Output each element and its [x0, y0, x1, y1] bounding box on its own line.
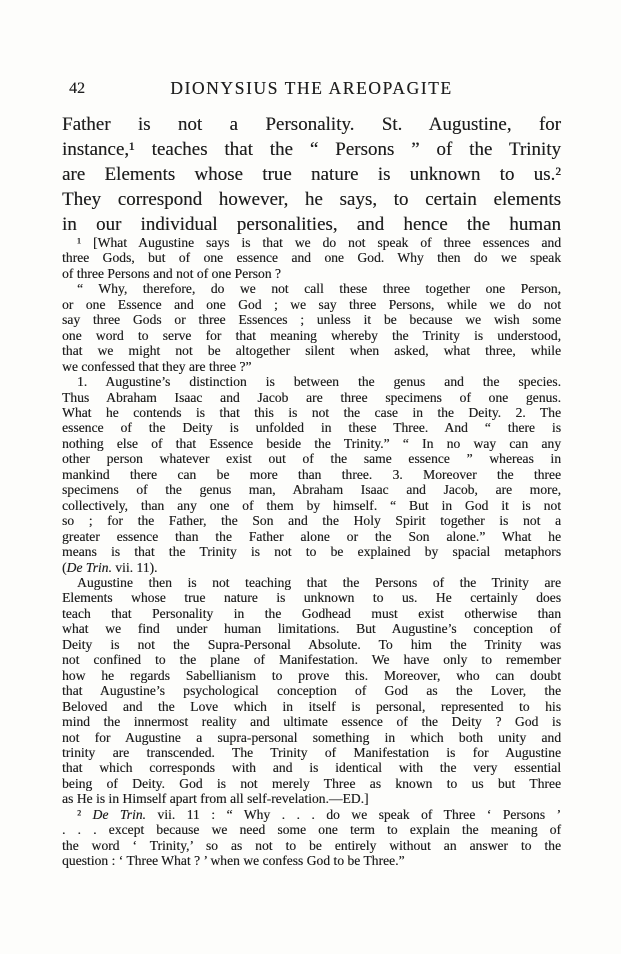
page-header — [62, 78, 561, 100]
text-line: Augustine then is not teaching that the Persons of the Trinity are — [77, 574, 561, 590]
text-line: say three Gods or three Essences ; unless it be because we wish some — [62, 312, 561, 328]
text-line: “ Why, therefore, do we not call these three together one Person, — [77, 281, 561, 297]
text-line: nothing else of that Essence beside the Trinity.” “ In no way can any — [62, 435, 561, 451]
text-line: trinity are transcended. The Trinity of Manifestation is for Augustine — [62, 744, 561, 760]
text-line: . . . except because we need some one term to explain the meaning of — [62, 822, 561, 838]
footnote-paragraph — [62, 235, 561, 281]
text-line: They correspond however, he says, to certain elements — [62, 189, 561, 210]
footnote-paragraph — [62, 575, 561, 807]
text-line: Thus Abraham Isaac and Jacob are three specimens of one genus. — [62, 389, 561, 405]
text-line: (De Trin. vii. 11). — [62, 559, 158, 575]
main-paragraph — [62, 112, 561, 237]
text-line: mankind there can be more than three. 3. Moreover the three — [62, 466, 561, 482]
text-line: means is that the Trinity is not to be explained by spacial metaphors — [62, 544, 561, 560]
text-line: Father is not a Personality. St. Augustine, for — [62, 114, 561, 135]
footnotes-section — [62, 235, 561, 869]
running-title: DIONYSIUS THE AREOPAGITE — [170, 78, 453, 98]
text-line: teach that Personality in the Godhead must exist otherwise than — [62, 605, 561, 621]
page-number: 42 — [69, 80, 85, 97]
text-line: What he contends is that this is not the case in the Deity. 2. The — [62, 404, 561, 420]
text-line: we confessed that they are three ?” — [62, 358, 252, 374]
text-line: specimens of the genus man, Abraham Isaac and Jacob, are more, — [62, 482, 561, 498]
text-line: that Augustine’s psychological conception of God as the Lover, the — [62, 683, 561, 699]
text-line: being of Deity. God is not merely Three as known to us but Three — [62, 775, 561, 791]
text-line: not confined to the plane of Manifestation. We have only to remember — [62, 652, 561, 668]
footnote-paragraph — [62, 807, 561, 869]
footnote-1 — [62, 235, 561, 807]
footnote-paragraph — [62, 374, 561, 575]
text-line: not for Augustine a supra-personal something in which both unity and — [62, 729, 561, 745]
text-line: collectively, than any one of them by himself. “ But in God it is not — [62, 497, 561, 513]
text-line: in our individual personalities, and hence the human — [62, 214, 561, 235]
text-line: question : ‘ Three What ? ’ when we confess God to be Three.” — [62, 853, 405, 869]
text-line: what we find under human limitations. But Augustine’s conception of — [62, 621, 561, 637]
text-line: Deity is not the Supra-Personal Absolute. To him the Trinity was — [62, 636, 561, 652]
text-line: other person whatever exist out of the same essence ” whereas in — [62, 451, 561, 467]
footnote-paragraph — [62, 281, 561, 374]
text-line: mind the innermost reality and ultimate essence of the Deity ? God is — [62, 714, 561, 730]
text-line: instance,¹ teaches that the “ Persons ” of the Trinity — [62, 139, 561, 160]
text-line: Elements whose true nature is unknown to us. He certainly does — [62, 590, 561, 606]
text-line: one word to serve for that meaning whereby the Trinity is understood, — [62, 327, 561, 343]
text-line: Beloved and the Love which in itself is personal, represented to his — [62, 698, 561, 714]
text-line: how he regards Sabellianism to prove this. Moreover, who can doubt — [62, 667, 561, 683]
text-line: that which corresponds with and is identical with the very essential — [62, 760, 561, 776]
text-line: as He is in Himself apart from all self-revelation.—ED.] — [62, 791, 369, 807]
text-line: three Gods, but of one essence and one God. Why then do we speak — [62, 250, 561, 266]
text-line: so ; for the Father, the Son and the Holy Spirit together is not a — [62, 513, 561, 529]
text-line: are Elements whose true nature is unknown to us.² — [62, 164, 561, 185]
text-line: essence of the Deity is unfolded in these Three. And “ there is — [62, 420, 561, 436]
text-line: that we might not be altogether silent when asked, what three, while — [62, 343, 561, 359]
text-line: the word ‘ Trinity,’ so as not to be entirely without an answer to the — [62, 837, 561, 853]
text-line: 1. Augustine’s distinction is between the genus and the species. — [77, 374, 561, 390]
text-line: or one Essence and one God ; we say three Persons, while we do not — [62, 296, 561, 312]
text-line: ¹ [What Augustine says is that we do not speak of three essences and — [77, 235, 561, 250]
footnote-2 — [62, 807, 561, 869]
text-line: ² De Trin. vii. 11 : “ Why . . . do we speak of Three ‘ Persons ’ — [77, 806, 561, 822]
text-line: of three Persons and not of one Person ? — [62, 265, 281, 281]
text-line: greater essence than the Father alone or the Son alone.” What he — [62, 528, 561, 544]
